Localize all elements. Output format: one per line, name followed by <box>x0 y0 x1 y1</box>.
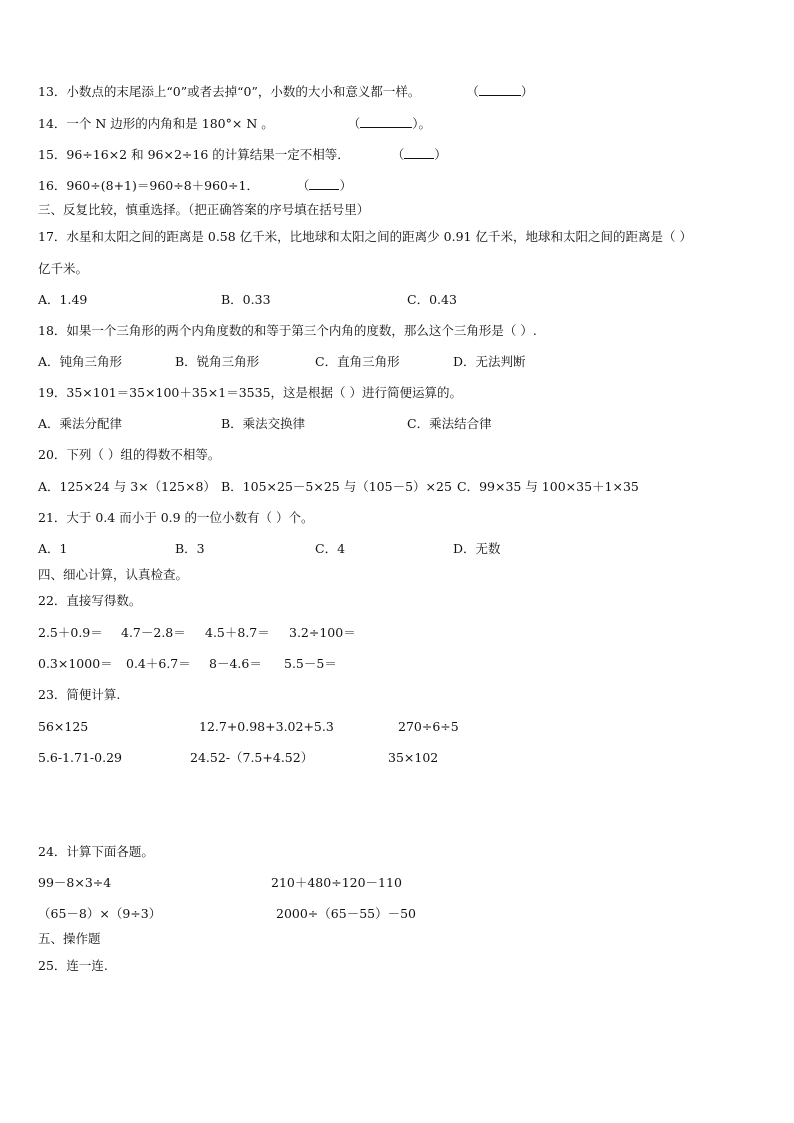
mental-math-item: 4.5＋8.7＝ <box>205 625 270 640</box>
answer-paren-open: （ <box>347 116 361 131</box>
simplify-item: 56×125 <box>38 719 89 734</box>
mental-math-item: 2.5＋0.9＝ <box>38 625 103 640</box>
option-21-a[interactable]: A．1 <box>38 541 68 556</box>
question-20: 20．下列（ ）组的得数不相等。 <box>38 447 221 462</box>
option-21-b[interactable]: B．3 <box>175 541 205 556</box>
answer-paren-close: ） <box>520 84 534 99</box>
question-13 <box>38 84 533 100</box>
mental-math-item: 3.2÷100＝ <box>289 625 356 640</box>
answer-paren-close: ） <box>434 147 447 162</box>
calc-item: 99－8×3÷4 <box>38 875 112 890</box>
calc-item: 210＋480÷120－110 <box>271 875 402 890</box>
option-18-c[interactable]: C．直角三角形 <box>315 354 400 369</box>
answer-blank[interactable] <box>479 84 521 96</box>
question-17-line1: 17．水星和太阳之间的距离是 0.58 亿千米，比地球和太阳之间的距离少 0.91 亿千米，地球和太阳之间的距离是（ ） <box>38 229 692 244</box>
question-14 <box>38 116 431 132</box>
mental-math-item: 4.7－2.8＝ <box>121 625 186 640</box>
option-19-c[interactable]: C．乘法结合律 <box>407 416 492 431</box>
option-20-b[interactable]: B．105×25－5×25 与（105－5）×25 <box>221 479 452 494</box>
mental-math-item: 0.3×1000＝ <box>38 656 113 671</box>
simplify-item: 12.7+0.98+3.02+5.3 <box>199 719 334 734</box>
answer-paren-open: （ <box>466 84 479 99</box>
question-19: 19．35×101＝35×100＋35×1＝3535，这是根据（ ）进行简便运算的。 <box>38 385 462 400</box>
answer-paren-open: （ <box>296 178 310 193</box>
answer-blank[interactable] <box>404 147 434 159</box>
simplify-item: 24.52-（7.5+4.52） <box>190 750 314 765</box>
option-19-b[interactable]: B．乘法交换律 <box>221 416 306 431</box>
answer-paren-open: （ <box>391 147 405 162</box>
question-17-line2: 亿千米。 <box>38 261 89 276</box>
simplify-item: 270÷6÷5 <box>398 719 459 734</box>
question-13-text: 13．小数点的末尾添上“0”或者去掉“0”，小数的大小和意义都一样。 <box>38 84 421 99</box>
question-15-text: 15．96÷16×2 和 96×2÷16 的计算结果一定不相等． <box>38 147 350 162</box>
question-21: 21．大于 0.4 而小于 0.9 的一位小数有（ ）个。 <box>38 510 314 525</box>
option-21-d[interactable]: D．无数 <box>453 541 501 556</box>
question-24-title: 24．计算下面各题。 <box>38 844 154 859</box>
section-3-title: 三、反复比较，慎重选择。（把正确答案的序号填在括号里） <box>38 202 370 217</box>
option-17-c[interactable]: C．0.43 <box>407 292 457 307</box>
question-14-text: 14．一个 N 边形的内角和是 180°× N 。 <box>38 116 274 131</box>
option-20-c[interactable]: C．99×35 与 100×35＋1×35 <box>457 479 639 494</box>
option-17-a[interactable]: A．1.49 <box>38 292 88 307</box>
question-16-text: 16．960÷(8+1)＝960÷8＋960÷1． <box>38 178 259 193</box>
option-18-d[interactable]: D．无法判断 <box>453 354 526 369</box>
option-18-b[interactable]: B．锐角三角形 <box>175 354 260 369</box>
mental-math-item: 8－4.6＝ <box>209 656 262 671</box>
simplify-item: 5.6-1.71-0.29 <box>38 750 122 765</box>
question-16 <box>38 178 352 194</box>
answer-blank[interactable] <box>309 178 339 190</box>
section-5-title: 五、操作题 <box>38 931 101 946</box>
question-23-title: 23．简便计算. <box>38 687 121 702</box>
mental-math-item: 0.4＋6.7＝ <box>126 656 191 671</box>
question-25-title: 25．连一连. <box>38 958 108 973</box>
section-4-title: 四、细心计算，认真检查。 <box>38 567 189 582</box>
option-21-c[interactable]: C．4 <box>315 541 346 556</box>
option-19-a[interactable]: A．乘法分配律 <box>38 416 123 431</box>
question-22-title: 22．直接写得数。 <box>38 593 142 608</box>
answer-paren-close: ） <box>339 178 352 193</box>
option-20-a[interactable]: A．125×24 与 3×（125×8） <box>38 479 216 494</box>
answer-paren-close: ）。 <box>412 116 431 131</box>
question-18: 18．如果一个三角形的两个内角度数的和等于第三个内角的度数，那么这个三角形是（ ）. <box>38 323 537 338</box>
calc-item: 2000÷（65－55）－50 <box>276 906 417 921</box>
answer-blank[interactable] <box>360 116 412 128</box>
question-15 <box>38 147 447 163</box>
mental-math-item: 5.5－5＝ <box>284 656 337 671</box>
option-17-b[interactable]: B．0.33 <box>221 292 271 307</box>
option-18-a[interactable]: A．钝角三角形 <box>38 354 123 369</box>
simplify-item: 35×102 <box>388 750 439 765</box>
calc-item: （65－8）×（9÷3） <box>38 906 162 921</box>
